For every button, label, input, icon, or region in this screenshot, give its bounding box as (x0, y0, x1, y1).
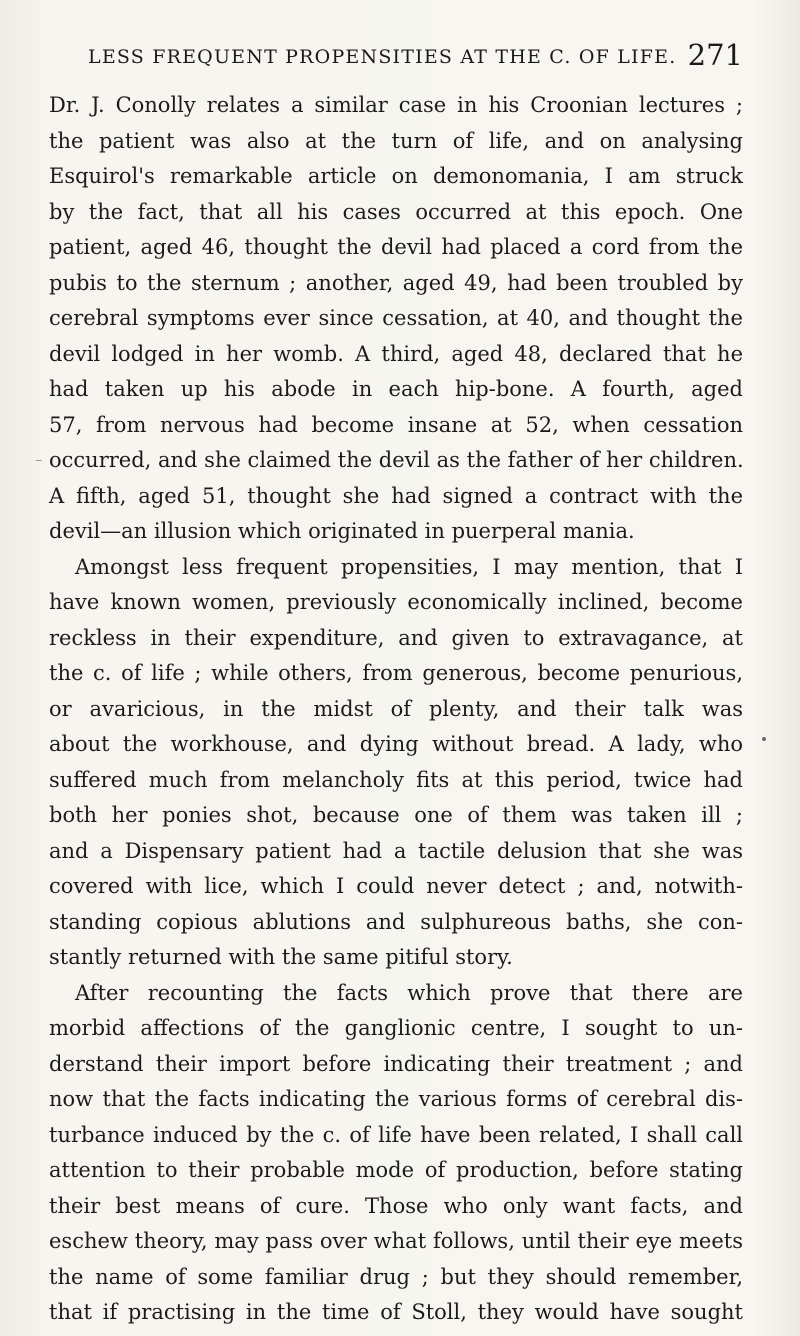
text-line: occurred, and she claimed the devil as the father of her children. (49, 448, 744, 472)
text-line: 57, from nervous had become insane at 52, when cessation (49, 412, 743, 437)
text-line: or avaricious, in the midst of plenty, and their talk was (49, 696, 743, 721)
body-text (49, 88, 743, 1331)
text-line: A fifth, aged 51, thought she had signed a contract with the (49, 483, 743, 508)
text-line: derstand their import before indicating their treatment ; and (49, 1051, 743, 1076)
text-line: had taken up his abode in each hip-bone. A fourth, aged (49, 377, 743, 401)
margin-speck (762, 737, 766, 741)
text-line: standing copious ablutions and sulphureous baths, she con- (49, 909, 743, 934)
running-head: LESS FREQUENT PROPENSITIES AT THE C. OF LIFE. (88, 46, 677, 68)
text-line: Dr. J. Conolly relates a similar case in his Croonian lectures ; (49, 93, 743, 117)
text-line: suffered much from melancholy fits at this period, twice had (49, 767, 743, 792)
text-line: pubis to the sternum ; another, aged 49, had been troubled by (49, 270, 743, 295)
text-line: by the fact, that all his cases occurred at this epoch. One (49, 199, 743, 224)
text-line: cerebral symptoms ever since cessation, at 40, and thought the (49, 306, 743, 330)
page-header (88, 38, 743, 78)
text-line: Esquirol's remarkable article on demonomania, I am struck (49, 164, 743, 188)
text-line: the c. of life ; while others, from generous, become penurious, (49, 661, 743, 685)
text-line: reckless in their expenditure, and given to extravagance, at (49, 625, 743, 650)
text-line: devil—an illusion which originated in puerperal mania. (49, 519, 635, 543)
text-line: and a Dispensary patient had a tactile delusion that she was (49, 838, 743, 863)
text-line: now that the facts indicating the various forms of cerebral dis- (49, 1087, 743, 1111)
text-line: the patient was also at the turn of life, and on analysing (49, 128, 743, 153)
text-line: that if practising in the time of Stoll, they would have sought (49, 1300, 743, 1324)
margin-tick (36, 460, 42, 461)
text-line: morbid affections of the ganglionic centre, I sought to un- (49, 1016, 743, 1040)
text-line: have known women, previously economically inclined, become (49, 590, 743, 614)
text-line: patient, aged 46, thought the devil had placed a cord from the (49, 235, 743, 259)
text-line: devil lodged in her womb. A third, aged 48, declared that he (49, 341, 743, 366)
text-line: their best means of cure. Those who only want facts, and (49, 1193, 743, 1218)
text-line: eschew theory, may pass over what follows, until their eye meets (49, 1229, 743, 1253)
text-line: After recounting the facts which prove that there are (75, 980, 743, 1005)
text-line: the name of some familiar drug ; but they should remember, (49, 1264, 743, 1289)
text-line: about the workhouse, and dying without bread. A lady, who (49, 732, 743, 756)
text-line: covered with lice, which I could never detect ; and, notwith- (49, 874, 743, 898)
page-number: 271 (687, 38, 743, 72)
text-line: stantly returned with the same pitiful story. (49, 945, 513, 969)
text-line: Amongst less frequent propensities, I may mention, that I (75, 554, 743, 579)
text-line: attention to their probable mode of production, before stating (49, 1158, 743, 1182)
text-line: turbance induced by the c. of life have been related, I shall call (49, 1122, 743, 1147)
text-line: both her ponies shot, because one of them was taken ill ; (49, 803, 743, 827)
